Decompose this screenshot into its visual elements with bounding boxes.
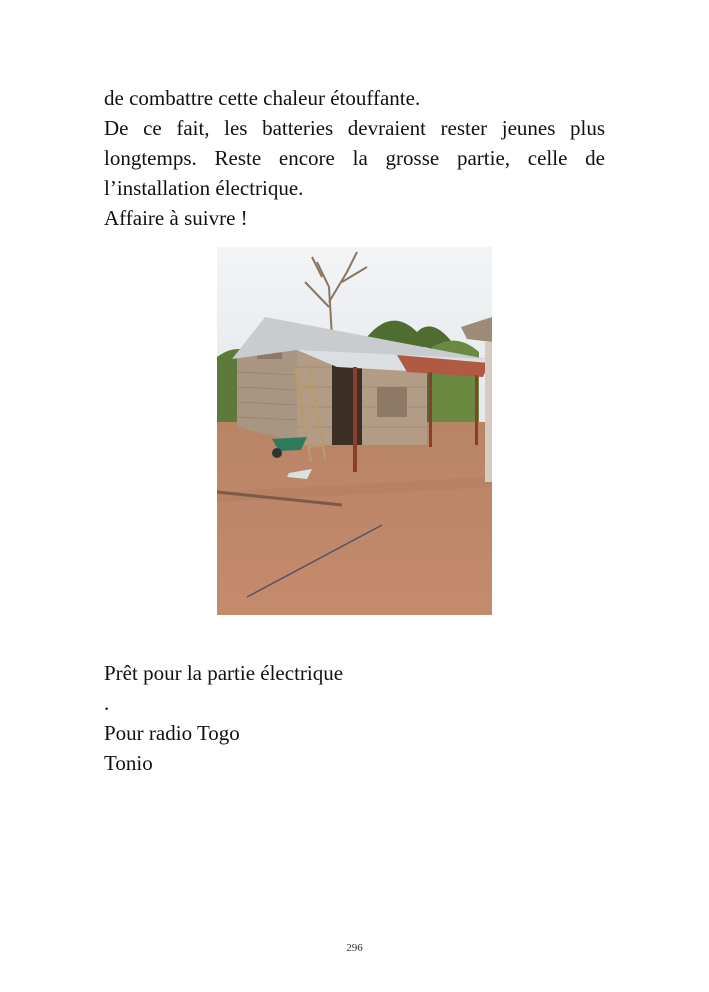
- caption-line: Tonio: [104, 751, 153, 775]
- building-photo: [217, 247, 492, 615]
- caption-line: .: [104, 691, 110, 715]
- caption-block: [104, 658, 343, 778]
- text-line: longtemps. Reste encore la grosse partie, celle de: [104, 146, 605, 170]
- text-line: de combattre cette chaleur étouffante.: [104, 86, 421, 110]
- text-line: l’installation électrique.: [104, 176, 304, 200]
- caption-line: Prêt pour la partie électrique: [104, 661, 344, 685]
- body-paragraph: [104, 83, 605, 233]
- page-number: 296: [346, 942, 363, 954]
- text-line: De ce fait, les batteries devraient rester jeunes plus: [104, 116, 605, 140]
- text-line: Affaire à suivre !: [104, 206, 248, 230]
- caption-line: Pour radio Togo: [104, 721, 240, 745]
